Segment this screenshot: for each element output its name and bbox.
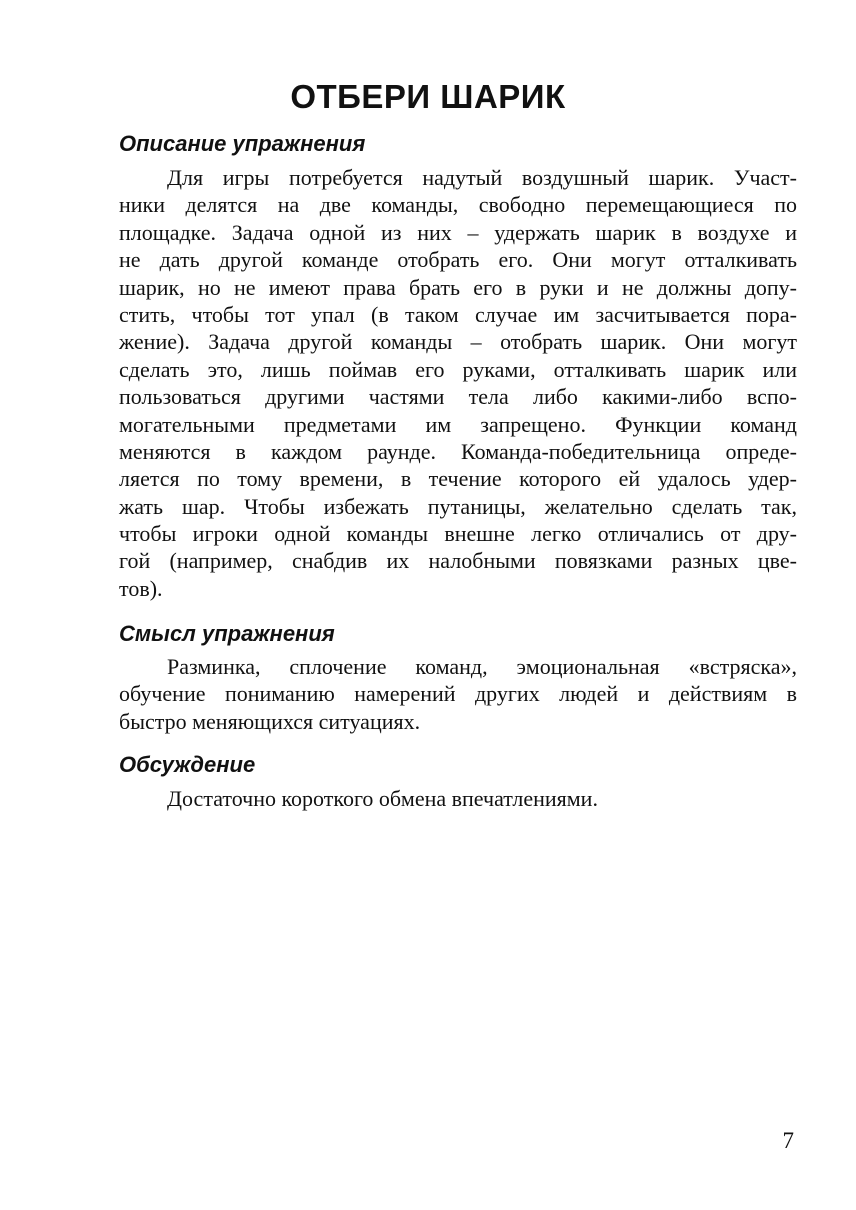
paragraph-line: гой (например, снабдив их налобными повязками разных цве- <box>119 548 797 574</box>
section-heading-discussion: Обсуждение <box>119 752 256 777</box>
description-paragraph <box>119 164 797 602</box>
paragraph-line: площадке. Задача одной из них – удержать шарик в воздухе и <box>119 219 797 245</box>
page-title: ОТБЕРИ ШАРИК <box>290 78 566 115</box>
section-heading-meaning: Смысл упражнения <box>119 621 335 646</box>
section-heading-description: Описание упражнения <box>119 131 366 156</box>
paragraph-line: шарик, но не имеют права брать его в руки и не должны допу- <box>119 274 797 300</box>
paragraph-line: меняются в каждом раунде. Команда-победительница опреде- <box>119 438 797 464</box>
paragraph-line: тов). <box>119 575 163 601</box>
paragraph-line: могательными предметами им запрещено. Функции команд <box>119 411 797 437</box>
paragraph-line: пользоваться другими частями тела либо какими-либо вспо- <box>119 384 797 410</box>
paragraph-line: обучение пониманию намерений других людей и действиям в <box>119 681 797 707</box>
paragraph-line: не дать другой команде отобрать его. Они могут отталкивать <box>119 247 797 273</box>
page-number: 7 <box>782 1128 794 1153</box>
discussion-paragraph <box>119 785 797 812</box>
paragraph-line: ники делятся на две команды, свободно перемещающиеся по <box>119 192 797 218</box>
paragraph-line: жать шар. Чтобы избежать путаницы, желательно сделать так, <box>119 493 797 519</box>
paragraph-line: сделать это, лишь поймав его руками, отталкивать шарик или <box>119 356 797 382</box>
paragraph-line: Достаточно короткого обмена впечатлениями. <box>167 786 598 811</box>
paragraph-line: стить, чтобы тот упал (в таком случае им засчитывается пора- <box>119 301 797 327</box>
paragraph-line: ляется по тому времени, в течение которого ей удалось удер- <box>119 466 797 492</box>
paragraph-line: чтобы игроки одной команды внешне легко отличались от дру- <box>119 521 797 547</box>
meaning-paragraph <box>119 653 797 735</box>
paragraph-line: Разминка, сплочение команд, эмоциональная «встряска», <box>167 654 797 679</box>
paragraph-line: быстро меняющихся ситуациях. <box>119 708 421 734</box>
paragraph-line: жение). Задача другой команды – отобрать шарик. Они могут <box>119 329 797 355</box>
paragraph-line: Для игры потребуется надутый воздушный шарик. Участ- <box>167 165 797 190</box>
